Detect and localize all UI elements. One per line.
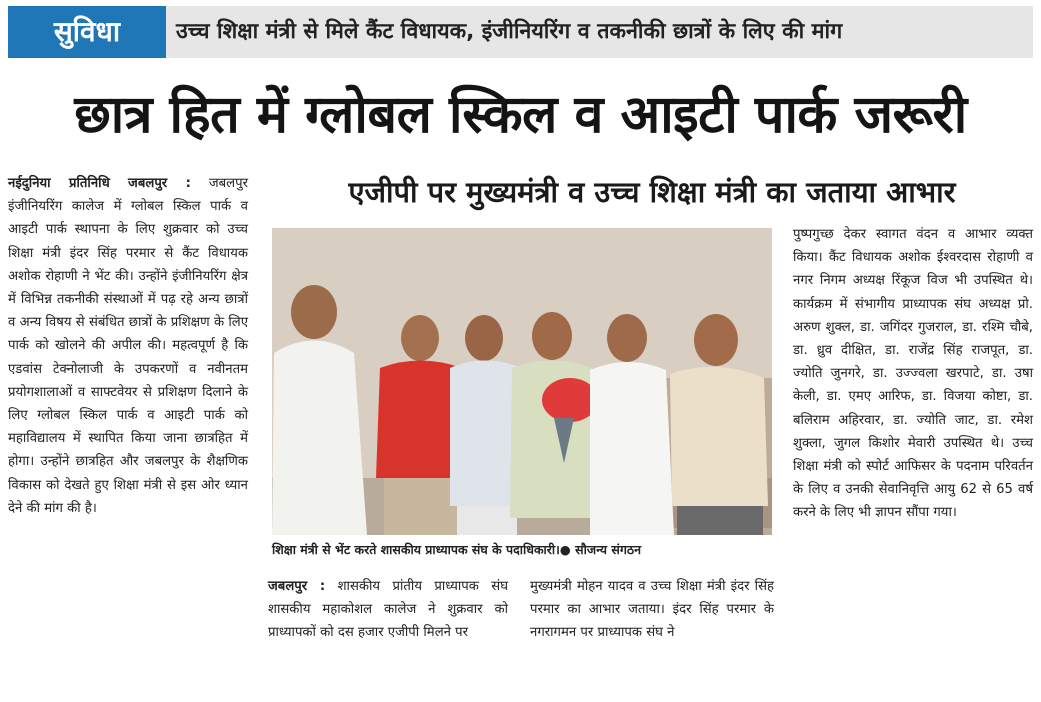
section-tag: सुविधा <box>8 6 166 58</box>
photo-caption: शिक्षा मंत्री से भेंट करते शासकीय प्राध्यापक संघ के पदाधिकारी।● सौजन्य संगठन <box>272 542 642 557</box>
story2-dateline: जबलपुर : <box>268 579 326 594</box>
section-header-bar <box>8 6 1033 58</box>
story2-column-3 <box>793 223 1033 525</box>
story2-column-1 <box>268 575 508 645</box>
kicker-line: उच्च शिक्षा मंत्री से मिले कैंट विधायक, इंजीनियरिंग व तकनीकी छात्रों के लिए की मांग <box>176 19 843 44</box>
story2-body-part1: शासकीय प्रांतीय प्राध्यापक संघ शासकीय महाकोशल कालेज ने शुक्रवार को प्राध्यापकों को दस हजार एजीपी मिलने पर <box>268 579 508 641</box>
group-photo-illustration <box>272 228 772 535</box>
news-photo <box>272 228 772 535</box>
story1-column <box>8 172 248 520</box>
story1-body: जबलपुर इंजीनियरिंग कालेज में ग्लोबल स्किल पार्क व आइटी पार्क स्थापना के लिए शुक्रवार को उच्च शिक्षा मंत्री इंदर सिंह परमार से कैंट विधायक अशोक रोहाणी ने भेंट की। उन्होंने इंजीनियरिंग क्षेत्र में विभिन्न तकनीकी संस्थाओं में पढ़ रहे अन्य छात्रों व अन्य विषय से संबंधित छात्रों के प्रशिक्षण के लिए पार्क को खोलने की अपील की। महत्वपूर्ण है कि एडवांस टेक्नोलाजी के उपकरणों व नवीनतम प्रयोगशालाओं व साफ्टवेयर से प्रशिक्षण दिलाने के लिए ग्लोबल स्किल पार्क व आइटी पार्क को महाविद्यालय में स्थापित किया जाना छात्रहित में होगा। उन्होंने छात्रहित और जबलपुर के शैक्षणिक विकास को देखते हुए शिक्षा मंत्री से इस ओर ध्यान देने की मांग की है। <box>8 176 248 516</box>
main-headline: छात्र हित में ग्लोबल स्किल व आइटी पार्क जरूरी <box>74 85 967 145</box>
story2-body-part2: मुख्यमंत्री मोहन यादव व उच्च शिक्षा मंत्री इंदर सिंह परमार का आभार जताया। इंदर सिंह परमार के नगरागमन पर प्राध्यापक संघ ने <box>530 579 774 641</box>
story2-body-part3: पुष्पगुच्छ देकर स्वागत वंदन व आभार व्यक्त किया। कैंट विधायक अशोक ईश्वरदास रोहाणी व नगर निगम अध्यक्ष रिंकूज विज भी उपस्थित थे। कार्यक्रम में संभागीय प्राध्यापक संघ अध्यक्ष प्रो. अरुण शुक्ल, डा. जगिंदर गुजराल, डा. रश्मि चौबे, डा. ध्रुव दीक्षित, डा. राजेंद्र सिंह राजपूत, डा. ज्योति जुनगरे, डा. उज्ज्वला खरपाटे, डा. उषा केली, डा. एमए आरिफ, डा. विजया कोष्टा, डा. बलिराम अहिरवार, डा. ज्योति जाट, डा. रमेश शुक्ला, जुगल किशोर मेवारी उपस्थित थे। उच्च शिक्षा मंत्री को स्पोर्ट आफिसर के पदनाम परिवर्तन के लिए व उनकी सेवानिवृत्ति आयु 62 से 65 वर्ष करने के लिए भी ज्ञापन सौंपा गया। <box>793 227 1033 521</box>
sub-headline: एजीपी पर मुख्यमंत्री व उच्च शिक्षा मंत्री का जताया आभार <box>348 175 956 209</box>
story2-column-2 <box>530 575 774 645</box>
story1-dateline: नईदुनिया प्रतिनिधि जबलपुर : <box>8 176 191 191</box>
